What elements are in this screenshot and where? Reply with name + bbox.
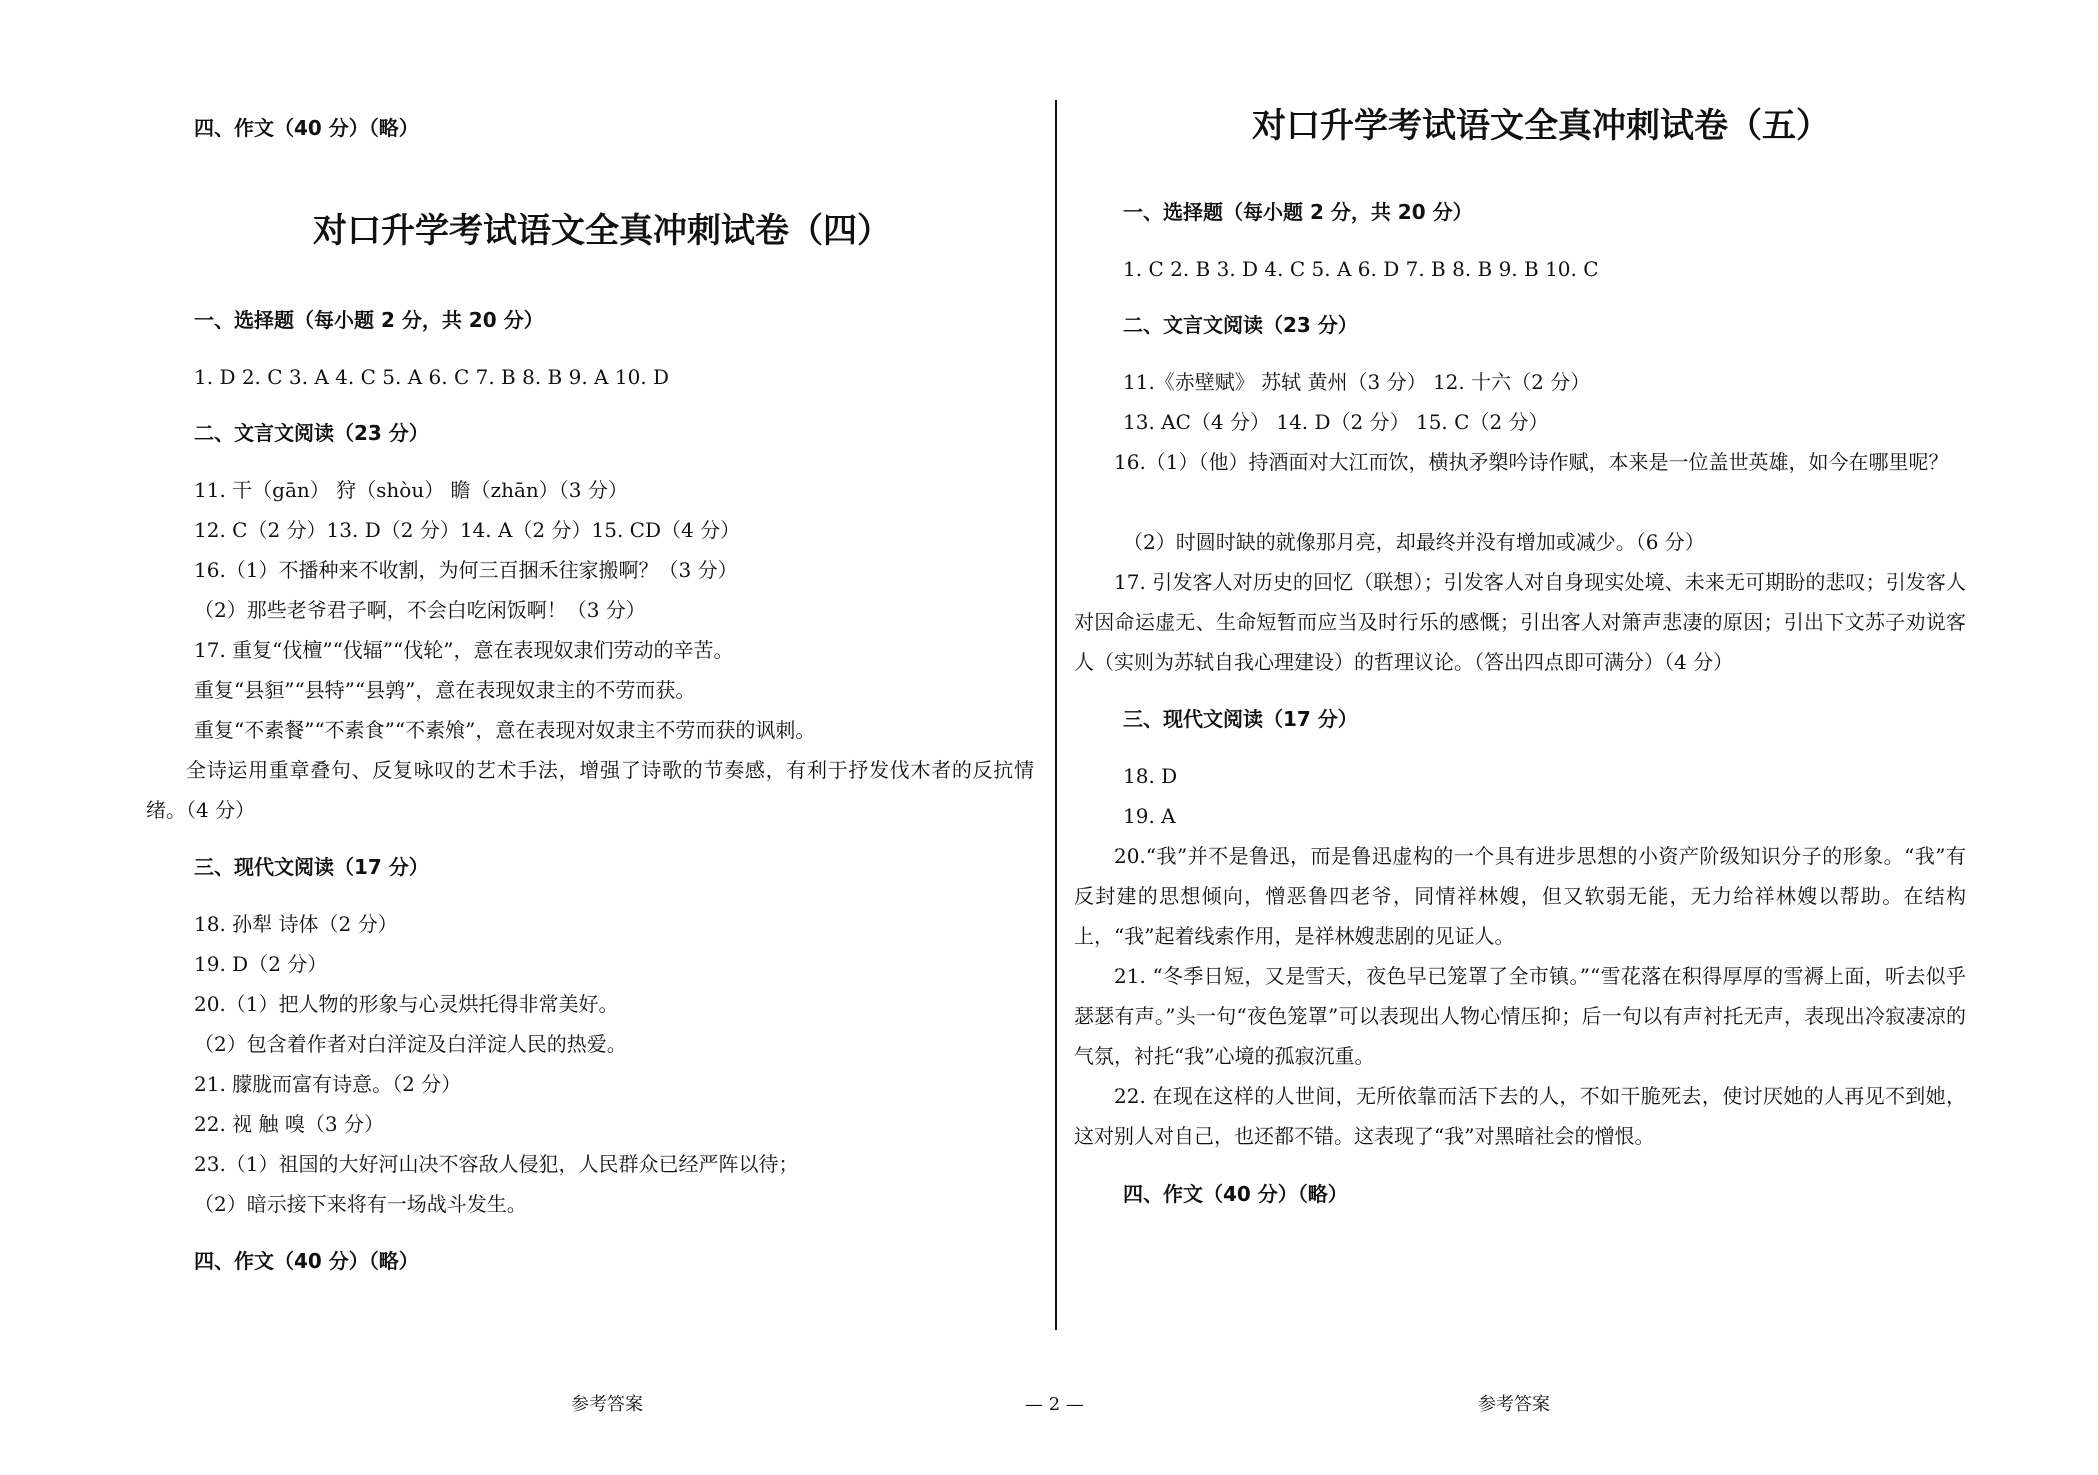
left-section1-answers: 1. D 2. C 3. A 4. C 5. A 6. C 7. B 8. B 9. A 10. D (194, 365, 670, 389)
left-q18: 18. 孙犁 诗体（2 分） (194, 912, 398, 936)
left-q21: 21. 朦胧而富有诗意。（2 分） (194, 1072, 462, 1096)
right-q17: 17. 引发客人对历史的回忆（联想）；引发客人对自身现实处境、未来无可期盼的悲叹；引发客人对因命运虚无、生命短暂而应当及时行乐的感慨；引出客人对箫声悲凄的原因；引出下文苏子劝说客人（实则为苏轼自我心理建设）的哲理议论。（答出四点即可满分）（4 分） (1074, 570, 1966, 674)
right-q19: 19. A (1123, 804, 1176, 828)
left-q17-a: 17. 重复“伐檀”“伐辐”“伐轮”，意在表现奴隶们劳动的辛苦。 (194, 638, 734, 662)
left-q16-2: （2）那些老爷君子啊，不会白吃闲饭啊！（3 分） (194, 598, 646, 622)
footer-right-label: 参考答案 (1478, 1394, 1550, 1415)
right-q13-15: 13. AC（4 分） 14. D（2 分） 15. C（2 分） (1123, 410, 1549, 434)
left-q17-d: 全诗运用重章叠句、反复咏叹的艺术手法，增强了诗歌的节奏感，有利于抒发伐木者的反抗情绪。（4 分） (146, 758, 1034, 822)
left-section1-heading: 一、选择题（每小题 2 分，共 20 分） (194, 308, 544, 332)
page-number: — 2 — (1025, 1394, 1084, 1415)
right-section1-answers: 1. C 2. B 3. D 4. C 5. A 6. D 7. B 8. B 9. B 10. C (1123, 257, 1599, 281)
right-q20: 20.“我”并不是鲁迅，而是鲁迅虚构的一个具有进步思想的小资产阶级知识分子的形象。“我”有反封建的思想倾向，憎恶鲁四老爷，同情祥林嫂，但又软弱无能，无力给祥林嫂以帮助。在结构上，“我”起着线索作用，是祥林嫂悲剧的见证人。 (1074, 844, 1966, 948)
left-q11: 11. 干（gān） 狩（shòu） 瞻（zhān）（3 分） (194, 478, 628, 502)
right-section3-heading: 三、现代文阅读（17 分） (1123, 707, 1358, 731)
right-q16-2: （2）时圆时缺的就像那月亮，却最终并没有增加或减少。（6 分） (1123, 530, 1705, 554)
right-q11-12: 11.《赤壁赋》 苏轼 黄州（3 分） 12. 十六（2 分） (1123, 370, 1591, 394)
left-q22: 22. 视 触 嗅（3 分） (194, 1112, 384, 1136)
right-section2-heading: 二、文言文阅读（23 分） (1123, 313, 1358, 337)
right-q22: 22. 在现在这样的人世间，无所依靠而活下去的人，不如干脆死去，使讨厌她的人再见不到她，这对别人对自己，也还都不错。这表现了“我”对黑暗社会的憎恨。 (1074, 1084, 1966, 1148)
right-q18: 18. D (1123, 764, 1178, 788)
left-q17-c: 重复“不素餐”“不素食”“不素飧”，意在表现对奴隶主不劳而获的讽刺。 (194, 718, 816, 742)
footer-left-label: 参考答案 (571, 1394, 643, 1415)
left-q20-2: （2）包含着作者对白洋淀及白洋淀人民的热爱。 (194, 1032, 627, 1056)
left-q19: 19. D（2 分） (194, 952, 328, 976)
right-q16-1: 16.（1）（他）持酒面对大江而饮，横执矛槊吟诗作赋，本来是一位盖世英雄，如今在哪里呢？ (1114, 450, 1949, 474)
left-q23-1: 23.（1）祖国的大好河山决不容敌人侵犯，人民群众已经严阵以待； (194, 1152, 799, 1176)
left-section4-heading: 四、作文（40 分）（略） (194, 1249, 419, 1273)
right-section4-heading: 四、作文（40 分）（略） (1123, 1182, 1348, 1206)
left-q16-1: 16.（1）不播种来不收割，为何三百捆禾往家搬啊？（3 分） (194, 558, 738, 582)
right-section1-heading: 一、选择题（每小题 2 分，共 20 分） (1123, 200, 1473, 224)
left-q20-1: 20.（1）把人物的形象与心灵烘托得非常美好。 (194, 992, 619, 1016)
right-paper-title: 对口升学考试语文全真冲刺试卷（五） (1252, 106, 1830, 146)
left-q17-b: 重复“县貆”“县特”“县鹑”，意在表现奴隶主的不劳而获。 (194, 678, 696, 702)
left-q12: 12. C（2 分）13. D（2 分）14. A（2 分）15. CD（4 分） (194, 518, 741, 542)
right-q21: 21. “冬季日短，又是雪天，夜色早已笼罩了全市镇。”“雪花落在积得厚厚的雪褥上面，听去似乎瑟瑟有声。”头一句“夜色笼罩”可以表现出人物心情压抑；后一句以有声衬托无声，表现出冷寂凄凉的气氛，衬托“我”心境的孤寂沉重。 (1074, 964, 1966, 1068)
left-top-heading: 四、作文（40 分）（略） (194, 116, 419, 140)
left-paper-title: 对口升学考试语文全真冲刺试卷（四） (313, 211, 891, 251)
left-section2-heading: 二、文言文阅读（23 分） (194, 421, 429, 445)
column-divider (1055, 100, 1057, 1330)
left-q23-2: （2）暗示接下来将有一场战斗发生。 (194, 1192, 527, 1216)
left-section3-heading: 三、现代文阅读（17 分） (194, 855, 429, 879)
